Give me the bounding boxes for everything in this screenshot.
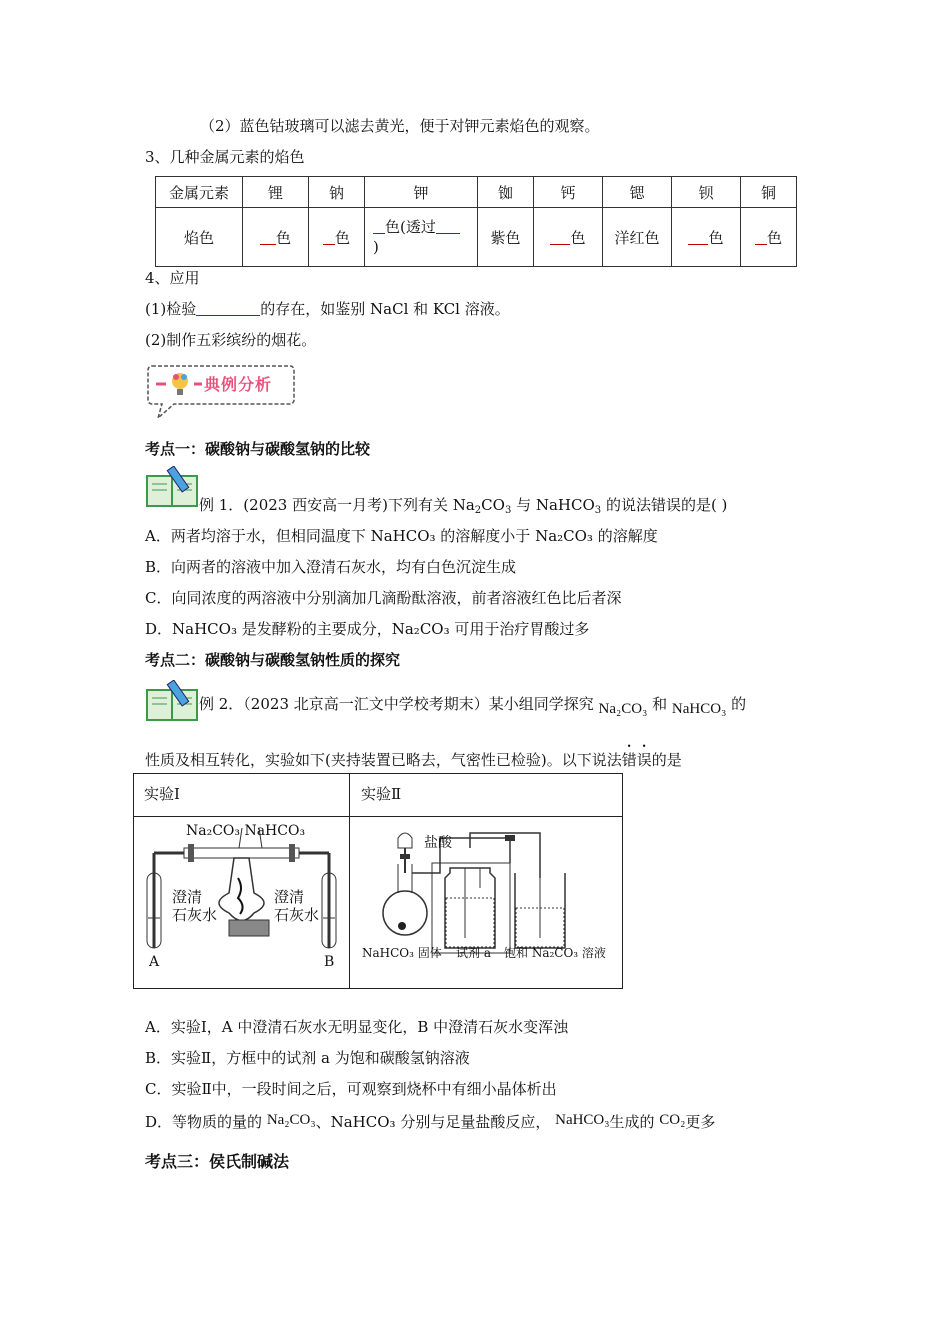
experiment-table xyxy=(133,773,623,989)
example-1-stem: 例 1．(2023 西安高一月考)下列有关 $Na_2CO_3$ 与 NaHCO$_3$ 的说法错误的是( ) xyxy=(199,496,728,516)
kaodian-1-title: 考点一：碳酸钠与碳酸氢钠的比较 xyxy=(145,440,371,458)
example-2-stem: 例 2．（2023 北京高一汇文中学校考期末）某小组同学探究 Na₂CO₃ 和 NaHCO₃ 的 xyxy=(199,695,747,717)
book-pen-icon xyxy=(146,466,198,508)
color-rb: 紫色 xyxy=(478,208,534,267)
cell-li: 锂 xyxy=(243,177,309,208)
example-1-option-a: A．两者均溶于水，但相同温度下 NaHCO₃ 的溶解度小于 Na₂CO₃ 的溶解度 xyxy=(145,527,658,545)
color-sr: 洋红色 xyxy=(603,208,672,267)
example-2-option-b: B．实验Ⅱ，方框中的试剂 a 为饱和碳酸氢钠溶液 xyxy=(145,1049,470,1067)
example-1-option-b: B．向两者的溶液中加入澄清石灰水，均有白色沉淀生成 xyxy=(145,558,517,576)
example-2-option-d: D．等物质的量的 Na₂CO₃、NaHCO₃ 分别与足量盐酸反应， NaHCO₃生成的 CO₂更多 xyxy=(145,1112,716,1131)
color-ca: 色 xyxy=(534,208,603,267)
color-na: 色 xyxy=(309,208,365,267)
example-1-option-c: C．向同浓度的两溶液中分别滴加几滴酚酞溶液，前者溶液红色比后者深 xyxy=(145,589,622,607)
application-item2: (2)制作五彩缤纷的烟花。 xyxy=(145,331,317,349)
kaodian-3-title: 考点三：侯氏制碱法 xyxy=(145,1152,290,1171)
color-li: 色 xyxy=(243,208,309,267)
exp1-right-tube-label: 澄清 石灰水 xyxy=(274,888,320,924)
exp2-acid-label: 盐酸 xyxy=(424,835,452,851)
kaodian-2-title: 考点二：碳酸钠与碳酸氢钠性质的探究 xyxy=(145,651,401,669)
book-pen-icon xyxy=(146,680,198,722)
heading-3: 3、几种金属元素的焰色 xyxy=(145,148,305,166)
cell-cu: 铜 xyxy=(741,177,797,208)
exp1-tube-a-label: A xyxy=(149,954,160,970)
exp2-reagent-label: 试剂 a xyxy=(456,946,491,960)
experiment-2-title: 实验Ⅱ xyxy=(361,785,402,803)
exp1-left-tube-label: 澄清 石灰水 xyxy=(172,888,218,924)
cell-ca: 钙 xyxy=(534,177,603,208)
application-heading: 4、应用 xyxy=(145,269,200,287)
table-header-element: 金属元素 xyxy=(156,177,243,208)
banner-label: 典例分析 xyxy=(204,375,273,394)
example-2-option-c: C．实验Ⅱ中，一段时间之后，可观察到烧杯中有细小晶体析出 xyxy=(145,1080,557,1098)
exp2-solid-label: NaHCO₃ 固体 xyxy=(362,946,442,960)
cell-k: 钾 xyxy=(365,177,478,208)
example-1-option-d: D．NaHCO₃ 是发酵粉的主要成分，Na₂CO₃ 可用于治疗胃酸过多 xyxy=(145,620,590,638)
exp1-tube-b-label: B xyxy=(324,954,335,970)
example-banner xyxy=(146,362,296,422)
cell-sr: 锶 xyxy=(603,177,672,208)
table-header-color: 焰色 xyxy=(156,208,243,267)
exp2-sat-label: 饱和 Na₂CO₃ 溶液 xyxy=(504,946,606,960)
cell-ba: 钡 xyxy=(672,177,741,208)
exp1-chem-label: Na₂CO₃ NaHCO₃ xyxy=(186,823,306,839)
flame-color-table xyxy=(155,176,797,267)
color-cu: 色 xyxy=(741,208,797,267)
example-2-option-a: A．实验Ⅰ，A 中澄清石灰水无明显变化，B 中澄清石灰水变浑浊 xyxy=(145,1018,569,1036)
example-2-stem-line2: 性质及相互转化，实验如下(夹持装置已略去，气密性已检验)。以下说法错误的是 xyxy=(145,751,682,769)
application-item1: (1)检验 的存在，如鉴别 NaCl 和 KCl 溶液。 xyxy=(145,300,510,318)
experiment-1-title: 实验Ⅰ xyxy=(144,785,180,803)
color-ba: 色 xyxy=(672,208,741,267)
color-k: 色(透过 ) xyxy=(365,208,478,267)
cell-na: 钠 xyxy=(309,177,365,208)
cell-rb: 铷 xyxy=(478,177,534,208)
intro-item2: （2）蓝色钴玻璃可以滤去黄光，便于对钾元素焰色的观察。 xyxy=(200,117,600,135)
